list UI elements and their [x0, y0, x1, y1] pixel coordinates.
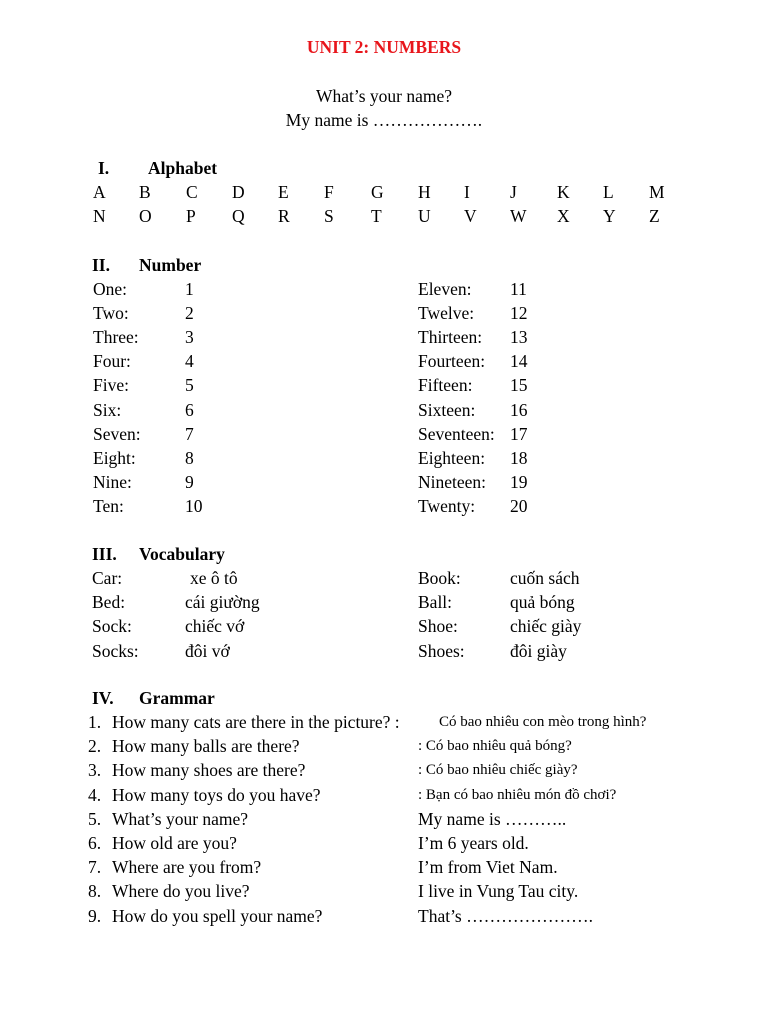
section-alphabet-heading: Alphabet [148, 158, 218, 178]
alphabet-letter: X [557, 206, 570, 226]
vocab-word: Ball: [418, 592, 453, 613]
vocab-word: Sock: [92, 616, 132, 637]
grammar-answer: : Có bao nhiêu quả bóng? [418, 738, 572, 755]
number-value: 17 [510, 423, 528, 444]
number-value: 7 [185, 423, 194, 444]
grammar-question: How do you spell your name? [112, 905, 323, 926]
alphabet-letter: O [139, 206, 152, 226]
number-value: 9 [185, 471, 194, 492]
number-word: Five: [93, 375, 129, 396]
number-word: Four: [93, 351, 131, 372]
alphabet-letter: S [324, 206, 334, 226]
grammar-answer: I’m 6 years old. [418, 833, 529, 853]
number-word: Eleven: [418, 279, 472, 299]
number-word: Nineteen: [418, 471, 487, 492]
grammar-number: 7. [88, 857, 102, 878]
grammar-question: How old are you? [112, 833, 237, 853]
number-word: Three: [93, 327, 139, 348]
alphabet-letter: P [186, 206, 196, 226]
number-word: Fourteen: [418, 351, 486, 372]
number-value: 19 [510, 471, 528, 492]
alphabet-letter: U [418, 206, 431, 226]
alphabet-letter: M [649, 182, 665, 202]
grammar-number: 8. [88, 881, 102, 902]
number-value: 6 [185, 399, 194, 420]
number-value: 13 [510, 327, 528, 348]
vocab-meaning: cuốn sách [510, 568, 580, 588]
grammar-question: Where do you live? [112, 881, 250, 902]
number-value: 20 [510, 495, 528, 516]
grammar-number: 1. [88, 712, 102, 732]
grammar-question: Where are you from? [112, 857, 262, 878]
number-value: 11 [510, 279, 527, 299]
alphabet-letter: Q [232, 206, 245, 226]
number-word: Two: [93, 303, 129, 324]
alphabet-letter: Y [603, 206, 616, 226]
number-value: 16 [510, 399, 528, 420]
vocab-meaning: đôi giày [510, 640, 567, 661]
grammar-question: How many cats are there in the picture? : [112, 712, 400, 732]
number-value: 18 [510, 447, 528, 468]
number-value: 3 [185, 327, 194, 348]
grammar-number: 6. [88, 833, 102, 853]
alphabet-letter: T [371, 206, 382, 226]
section-vocabulary-numeral: III. [92, 544, 117, 564]
grammar-question: What’s your name? [112, 808, 249, 829]
number-word: Six: [93, 399, 122, 420]
alphabet-letter: J [510, 182, 517, 202]
grammar-answer: My name is ……….. [418, 808, 567, 829]
alphabet-letter: E [278, 182, 289, 202]
alphabet-letter: N [93, 206, 106, 226]
vocab-meaning: đôi vớ [185, 640, 230, 661]
alphabet-letter: I [464, 182, 470, 202]
alphabet-letter: D [232, 182, 245, 202]
alphabet-letter: V [464, 206, 477, 226]
intro-answer: My name is ………………. [285, 110, 483, 130]
unit-title: UNIT 2: NUMBERS [306, 37, 462, 57]
grammar-answer: I’m from Viet Nam. [418, 857, 558, 878]
grammar-number: 2. [88, 736, 102, 757]
number-value: 5 [185, 375, 194, 396]
alphabet-letter: F [324, 182, 334, 202]
grammar-number: 4. [88, 784, 102, 805]
number-value: 1 [185, 279, 194, 299]
section-grammar-numeral: IV. [92, 688, 114, 708]
alphabet-letter: C [186, 182, 198, 202]
number-value: 14 [510, 351, 528, 372]
number-word: Twelve: [418, 303, 475, 324]
grammar-answer: Có bao nhiêu con mèo trong hình? [439, 714, 647, 730]
number-word: Fifteen: [418, 375, 473, 396]
vocab-meaning: chiếc vớ [185, 616, 245, 637]
section-alphabet-numeral: I. [98, 158, 110, 178]
number-value: 4 [185, 351, 194, 372]
vocab-meaning: chiếc giày [510, 616, 582, 637]
grammar-question: How many shoes are there? [112, 760, 306, 781]
vocab-word: Shoes: [418, 640, 465, 661]
grammar-number: 3. [88, 760, 102, 781]
number-word: Ten: [93, 495, 124, 516]
vocab-meaning: xe ô tô [190, 568, 238, 588]
alphabet-letter: W [510, 206, 527, 226]
grammar-answer: I live in Vung Tau city. [418, 881, 579, 902]
vocab-meaning: cái giường [185, 592, 260, 613]
alphabet-letter: B [139, 182, 151, 202]
number-value: 12 [510, 303, 528, 324]
alphabet-letter: A [93, 182, 106, 202]
number-word: Seventeen: [418, 423, 495, 444]
vocab-word: Book: [418, 568, 461, 588]
grammar-answer: : Có bao nhiêu chiếc giày? [418, 762, 578, 779]
alphabet-letter: L [603, 182, 614, 202]
vocab-word: Bed: [92, 592, 126, 613]
number-word: Nine: [93, 471, 132, 492]
alphabet-letter: R [278, 206, 290, 226]
number-word: One: [93, 279, 128, 299]
grammar-question: How many balls are there? [112, 736, 300, 757]
section-grammar-heading: Grammar [139, 688, 215, 708]
alphabet-letter: Z [649, 206, 660, 226]
number-word: Twenty: [418, 495, 476, 516]
number-word: Seven: [93, 423, 141, 444]
grammar-answer: : Bạn có bao nhiêu món đồ chơi? [418, 786, 617, 803]
alphabet-letter: G [371, 182, 384, 202]
number-word: Sixteen: [418, 399, 476, 420]
grammar-number: 5. [88, 808, 102, 829]
grammar-answer: That’s …………………. [418, 905, 593, 926]
vocab-meaning: quả bóng [510, 592, 575, 613]
section-vocabulary-heading: Vocabulary [139, 544, 225, 564]
number-word: Thirteen: [418, 327, 483, 348]
number-word: Eighteen: [418, 447, 486, 468]
vocab-word: Socks: [92, 640, 139, 661]
number-value: 2 [185, 303, 194, 324]
alphabet-letter: K [557, 182, 570, 202]
number-value: 8 [185, 447, 194, 468]
grammar-number: 9. [88, 905, 102, 926]
section-number-numeral: II. [92, 255, 110, 275]
number-value: 15 [510, 375, 528, 396]
vocab-word: Shoe: [418, 616, 458, 637]
number-word: Eight: [93, 447, 136, 468]
number-value: 10 [185, 495, 203, 516]
section-number-heading: Number [139, 255, 202, 275]
grammar-question: How many toys do you have? [112, 784, 321, 805]
intro-question: What’s your name? [315, 86, 453, 106]
alphabet-letter: H [418, 182, 431, 202]
vocab-word: Car: [92, 568, 123, 588]
